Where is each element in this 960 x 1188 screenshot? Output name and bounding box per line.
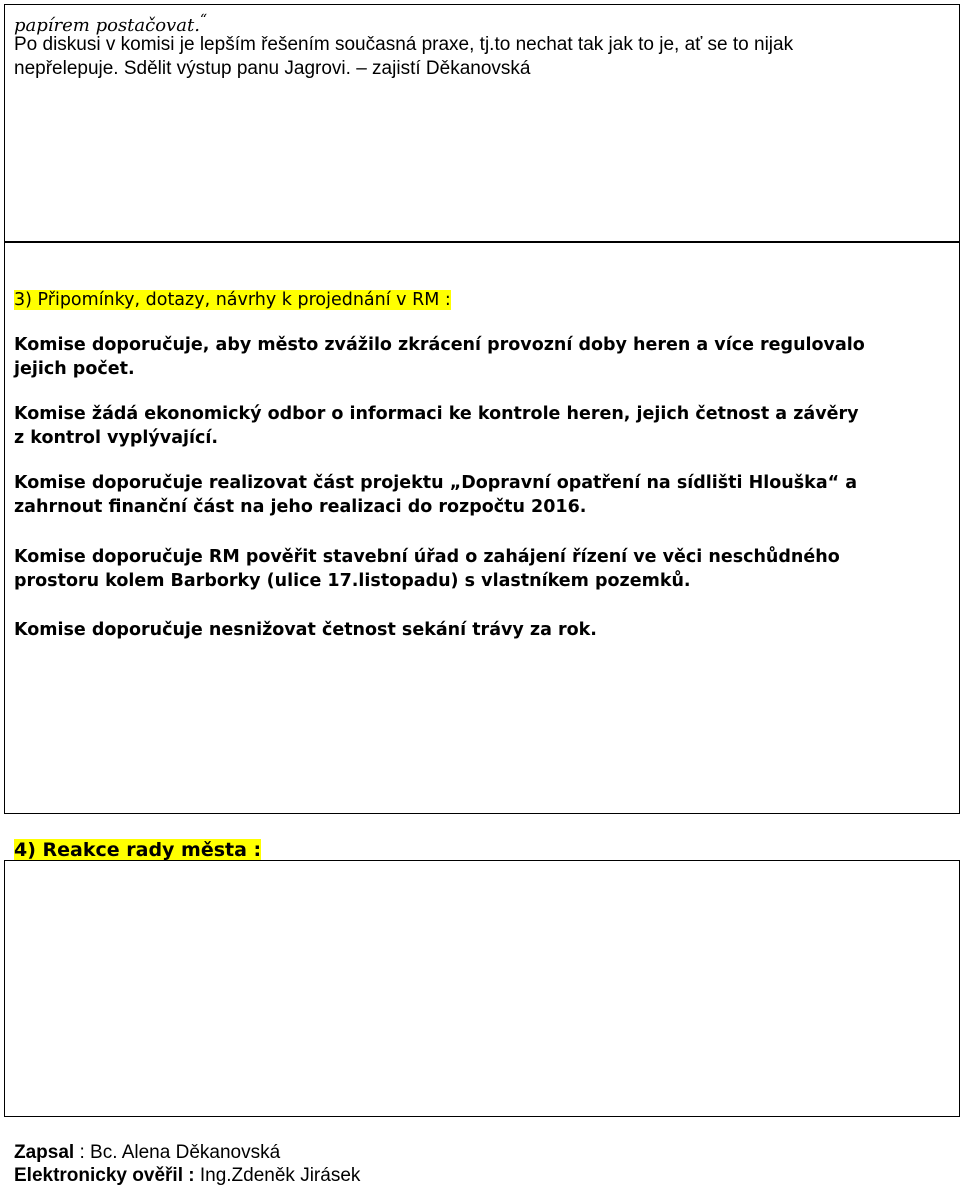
top-line-1-text: papírem postačovat. xyxy=(14,15,200,36)
section-3-paragraph-5 xyxy=(14,618,597,642)
paragraph-line: prostoru kolem Barborky (ulice 17.listopadu) s vlastníkem pozemků. xyxy=(14,571,691,591)
paragraph-line: Komise doporučuje RM pověřit stavební úřad o zahájení řízení ve věci neschůdného xyxy=(14,547,840,567)
section-3-paragraph-2 xyxy=(14,402,859,450)
top-line-2: Po diskusi v komisi je lepším řešením současná praxe, tj.to nechat tak jak to je, ať se to nijak xyxy=(14,34,794,55)
paragraph-line: jejich počet. xyxy=(14,359,135,379)
section-3-paragraph-4 xyxy=(14,545,840,593)
paragraph-line: Komise doporučuje, aby město zvážilo zkrácení provozní doby heren a více regulovalo xyxy=(14,335,865,355)
paragraph-line: zahrnout finanční část na jeho realizaci do rozpočtu 2016. xyxy=(14,497,587,517)
section-3-paragraph-1 xyxy=(14,333,865,381)
top-line-3: nepřelepuje. Sdělit výstup panu Jagrovi. – zajistí Děkanovská xyxy=(14,58,531,79)
paragraph-line: Komise žádá ekonomický odbor o informaci ke kontrole heren, jejich četnost a závěry xyxy=(14,404,859,424)
section-4-heading-text: 4) Reakce rady města : xyxy=(14,839,262,861)
overil-label: Elektronicky ověřil : xyxy=(14,1165,195,1186)
section-3-heading xyxy=(14,288,451,312)
paragraph-line: z kontrol vyplývající. xyxy=(14,428,219,448)
zapsal-label: Zapsal xyxy=(14,1142,75,1163)
section-3-heading-text: 3) Připomínky, dotazy, návrhy k projednání v RM : xyxy=(14,290,451,310)
overil-value: Ing.Zdeněk Jirásek xyxy=(194,1165,361,1186)
paragraph-line: Komise doporučuje realizovat část projektu „Dopravní opatření na sídlišti Hlouška“ a xyxy=(14,473,858,493)
top-line-1-quote: “ xyxy=(199,12,208,28)
section-3-box xyxy=(4,242,960,814)
zapsal-value: : Bc. Alena Děkanovská xyxy=(74,1142,281,1163)
overil-line xyxy=(14,1164,360,1188)
section-4-box xyxy=(4,860,960,1117)
section-4-heading xyxy=(14,838,261,862)
section-3-paragraph-3 xyxy=(14,471,857,519)
paragraph-line: Komise doporučuje nesnižovat četnost sekání trávy za rok. xyxy=(14,620,597,640)
zapsal-line xyxy=(14,1141,280,1165)
